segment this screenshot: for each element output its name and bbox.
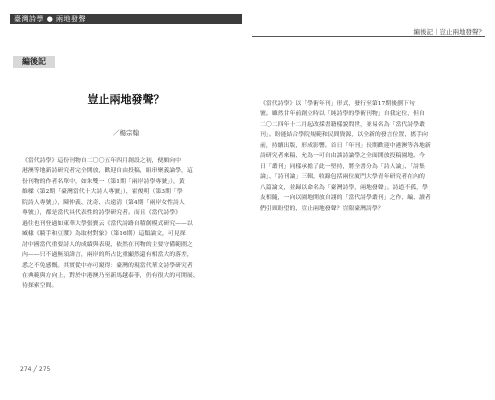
page-numbers: 274 ╱ 275	[20, 366, 51, 373]
running-header-left: 臺灣詩學 ● 兩地發聲	[14, 15, 87, 23]
paragraph-left: 《當代詩學》這份刊物自二〇〇五年四月創設之初，便頗向中 港澳等地新詩研究者完全開放，歡迎自由投稿，組串聚義論學，這 份刊物的作者名單中，如朱雙一（第1期「兩岸詩學專號」），黃 維樑（第2期「臺灣當代十大詩人專號」），霍俊明（第3期「學 院詩人專號」），陳仲義、沈奇、古遠清（第4期「兩岸女性詩人 專號」），都是當代具代表性的詩學研究者。而且《當代詩學》 過往也刊登過如東華大學張寶云《當代詩路自積創模式研究——以 臧棣《騎手和豆漿》為取材對象》（第16期）這類論文，可見探 討中國當代重要詩人的成績與表現，依然在刊物的主要守備範圍之 內——只不過無須諱言，兩岸的所占比重顯然還有相當大的落差， 悉之不免感慨。其實從中亦可窺得：臺灣的現當代華文詩學研究者 在典範與方向上，對於中港澳乃至新馬越泰菲，仍有很大的可開展、 待探索空間。	[22, 158, 199, 290]
section-label: 編後記	[13, 56, 55, 68]
running-header-right: 編後記｜豈止兩地發聲？	[413, 28, 485, 36]
article-author: ／楊宗翰	[113, 129, 139, 137]
header-rule	[252, 36, 485, 37]
article-title: 豈止兩地發聲？	[87, 93, 165, 106]
paragraph-right: 《當代詩學》以「學術年刊」形式，發行至第17期後劃下句 號。雖然甘年前創立時以「純詩學的學術刊物」自我定位，但自 二〇二四年十二月起改採書籍樣貌問世，並易名為「當代詩學叢 刊」。盼能結合學院規範和民間資源，以全新的發言位置，搖手向 前，持續出版，形成影響。首日「年刊」長期歡迎中港澳等各地新 詩研究者來稿，允為一可自由談詩論學之全面開放投稿園地。今 日「叢刊」同樣承擔了此一堅持，將全書分為「詩人論」、「詩集 論」、「詩刊論」三輯，收錄包括兩位廈門大學青年研究者在內的 八篇論文，並歸以命名為「臺灣詩學，兩地發聲」。詩道不孤，學 友相隨，一向以園地開放自詡的「當代詩學叢刊」之作、編、讀者 們引頸盼望的，豈止兩地發聲？豈限臺灣詩學？	[260, 101, 431, 212]
